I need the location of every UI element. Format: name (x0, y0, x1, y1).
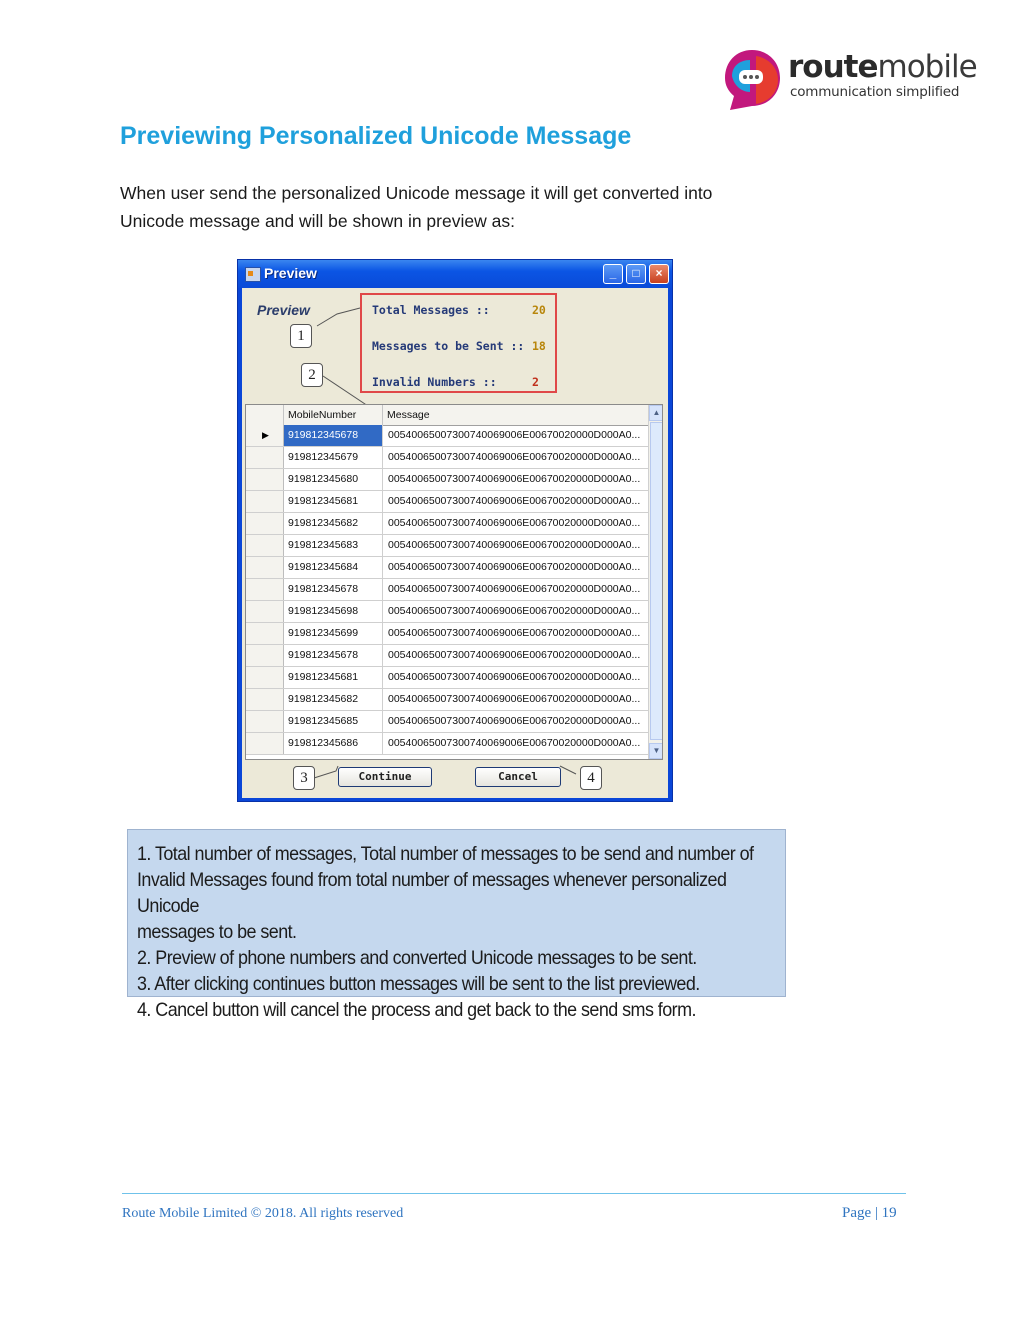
message-cell[interactable]: 00540065007300740069006E00670020000D000A0... (388, 649, 641, 661)
grid-rows (246, 425, 648, 755)
table-row[interactable] (246, 689, 648, 711)
message-cell[interactable]: 00540065007300740069006E00670020000D000A0... (388, 583, 641, 595)
total-messages-value: 20 (532, 303, 546, 317)
row-header[interactable] (246, 557, 284, 578)
row-header[interactable] (246, 689, 284, 710)
row-header[interactable] (246, 491, 284, 512)
row-header[interactable] (246, 733, 284, 754)
message-cell[interactable]: 00540065007300740069006E00670020000D000A0... (388, 715, 641, 727)
window-app-icon (245, 267, 261, 282)
row-header[interactable] (246, 513, 284, 534)
row-header[interactable] (246, 645, 284, 666)
mobile-number-cell[interactable]: 919812345685 (284, 711, 383, 732)
preview-grid (245, 404, 663, 760)
table-row[interactable] (246, 623, 648, 645)
mobile-number-cell[interactable]: 919812345682 (284, 689, 383, 710)
column-header-mobile[interactable]: MobileNumber (284, 405, 383, 425)
messages-to-send-label: Messages to be Sent :: (372, 339, 525, 353)
mobile-number-cell[interactable]: 919812345699 (284, 623, 383, 644)
continue-button[interactable]: Continue (338, 767, 432, 787)
table-row[interactable] (246, 491, 648, 513)
message-cell[interactable]: 00540065007300740069006E00670020000D000A0... (388, 671, 641, 683)
footer-divider (122, 1193, 906, 1194)
footer-copyright: Route Mobile Limited © 2018. All rights reserved (122, 1206, 404, 1221)
notes-box (127, 829, 786, 1021)
message-cell[interactable]: 00540065007300740069006E00670020000D000A0... (388, 737, 641, 749)
note-line: 1. Total number of messages, Total number of messages to be send and number of (137, 843, 754, 865)
logo-bubble-icon (722, 46, 784, 114)
callout-2: 2 (301, 363, 323, 387)
mobile-number-cell[interactable]: 919812345678 (284, 579, 383, 600)
row-header[interactable] (246, 579, 284, 600)
route-mobile-logo (722, 46, 977, 114)
table-row[interactable] (246, 557, 648, 579)
callout-1: 1 (290, 324, 312, 348)
total-messages-label: Total Messages :: (372, 303, 490, 317)
table-row[interactable] (246, 733, 648, 755)
messages-to-send-value: 18 (532, 339, 546, 353)
intro-paragraph: When user send the personalized Unicode message it will get converted into Unicode message and will be shown in preview as: (120, 183, 713, 231)
message-cell[interactable]: 00540065007300740069006E00670020000D000A0... (388, 693, 641, 705)
row-header[interactable] (246, 711, 284, 732)
preview-heading: Preview (257, 302, 310, 318)
message-cell[interactable]: 00540065007300740069006E00670020000D000A0... (388, 539, 641, 551)
mobile-number-cell[interactable]: 919812345678 (284, 645, 383, 666)
window-title: Preview (264, 265, 317, 281)
row-header[interactable] (246, 469, 284, 490)
preview-window (237, 259, 673, 802)
table-row[interactable] (246, 601, 648, 623)
table-row[interactable] (246, 645, 648, 667)
mobile-number-cell[interactable]: 919812345680 (284, 469, 383, 490)
message-cell[interactable]: 00540065007300740069006E00670020000D000A0... (388, 495, 641, 507)
table-row[interactable] (246, 579, 648, 601)
cancel-button[interactable]: Cancel (475, 767, 561, 787)
grid-header (246, 405, 648, 426)
mobile-number-cell[interactable]: 919812345698 (284, 601, 383, 622)
table-row[interactable] (246, 535, 648, 557)
row-header[interactable] (246, 601, 284, 622)
scroll-up-icon[interactable]: ▲ (649, 405, 663, 421)
mobile-number-cell[interactable]: 919812345683 (284, 535, 383, 556)
logo-tagline: communication simplified (790, 84, 960, 100)
message-cell[interactable]: 00540065007300740069006E00670020000D000A0... (388, 561, 641, 573)
window-client-area (242, 288, 668, 798)
minimize-button[interactable]: _ (603, 264, 623, 284)
callout-4: 4 (580, 766, 602, 790)
note-line: 2. Preview of phone numbers and converted Unicode messages to be sent. (137, 947, 697, 969)
note-line: Invalid Messages found from total number of messages whenever personalized Unicode (137, 869, 727, 917)
page-number: Page | 19 (842, 1205, 897, 1221)
grid-scrollbar[interactable] (648, 405, 663, 759)
callout-3: 3 (293, 766, 315, 790)
row-header-corner (246, 405, 284, 425)
message-cell[interactable]: 00540065007300740069006E00670020000D000A0... (388, 605, 641, 617)
invalid-numbers-value: 2 (532, 375, 539, 389)
mobile-number-cell[interactable]: 919812345681 (284, 491, 383, 512)
message-cell[interactable]: 00540065007300740069006E00670020000D000A0... (388, 429, 641, 441)
table-row[interactable] (246, 667, 648, 689)
row-header[interactable] (246, 447, 284, 468)
close-button[interactable]: × (649, 264, 669, 284)
section-title: Previewing Personalized Unicode Message (120, 122, 632, 150)
mobile-number-cell[interactable]: 919812345681 (284, 667, 383, 688)
table-row[interactable] (246, 425, 648, 447)
row-header[interactable] (246, 535, 284, 556)
mobile-number-cell[interactable]: 919812345682 (284, 513, 383, 534)
note-line: 4. Cancel button will cancel the process and get back to the send sms form. (137, 999, 696, 1021)
logo-wordmark: routemobile (788, 49, 977, 85)
scroll-down-icon[interactable]: ▼ (649, 743, 663, 759)
row-header[interactable] (246, 667, 284, 688)
table-row[interactable] (246, 447, 648, 469)
current-row-arrow-icon[interactable]: ▶ (246, 425, 284, 446)
column-header-message[interactable]: Message (387, 409, 430, 421)
mobile-number-cell[interactable]: 919812345686 (284, 733, 383, 754)
mobile-number-cell[interactable]: 919812345679 (284, 447, 383, 468)
note-line: messages to be sent. (137, 921, 297, 943)
note-line: 3. After clicking continues button messages will be sent to the list previewed. (137, 973, 700, 995)
row-header[interactable] (246, 623, 284, 644)
message-cell[interactable]: 00540065007300740069006E00670020000D000A0... (388, 627, 641, 639)
table-row[interactable] (246, 469, 648, 491)
mobile-number-cell[interactable]: 919812345684 (284, 557, 383, 578)
window-titlebar[interactable] (238, 260, 672, 288)
maximize-button[interactable]: □ (626, 264, 646, 284)
message-cell[interactable]: 00540065007300740069006E00670020000D000A0... (388, 517, 641, 529)
scroll-thumb[interactable] (650, 422, 663, 740)
table-row[interactable] (246, 513, 648, 535)
mobile-number-cell[interactable]: 919812345678 (284, 425, 383, 446)
message-cell[interactable]: 00540065007300740069006E00670020000D000A0... (388, 473, 641, 485)
message-cell[interactable]: 00540065007300740069006E00670020000D000A0... (388, 451, 641, 463)
table-row[interactable] (246, 711, 648, 733)
invalid-numbers-label: Invalid Numbers :: (372, 375, 497, 389)
